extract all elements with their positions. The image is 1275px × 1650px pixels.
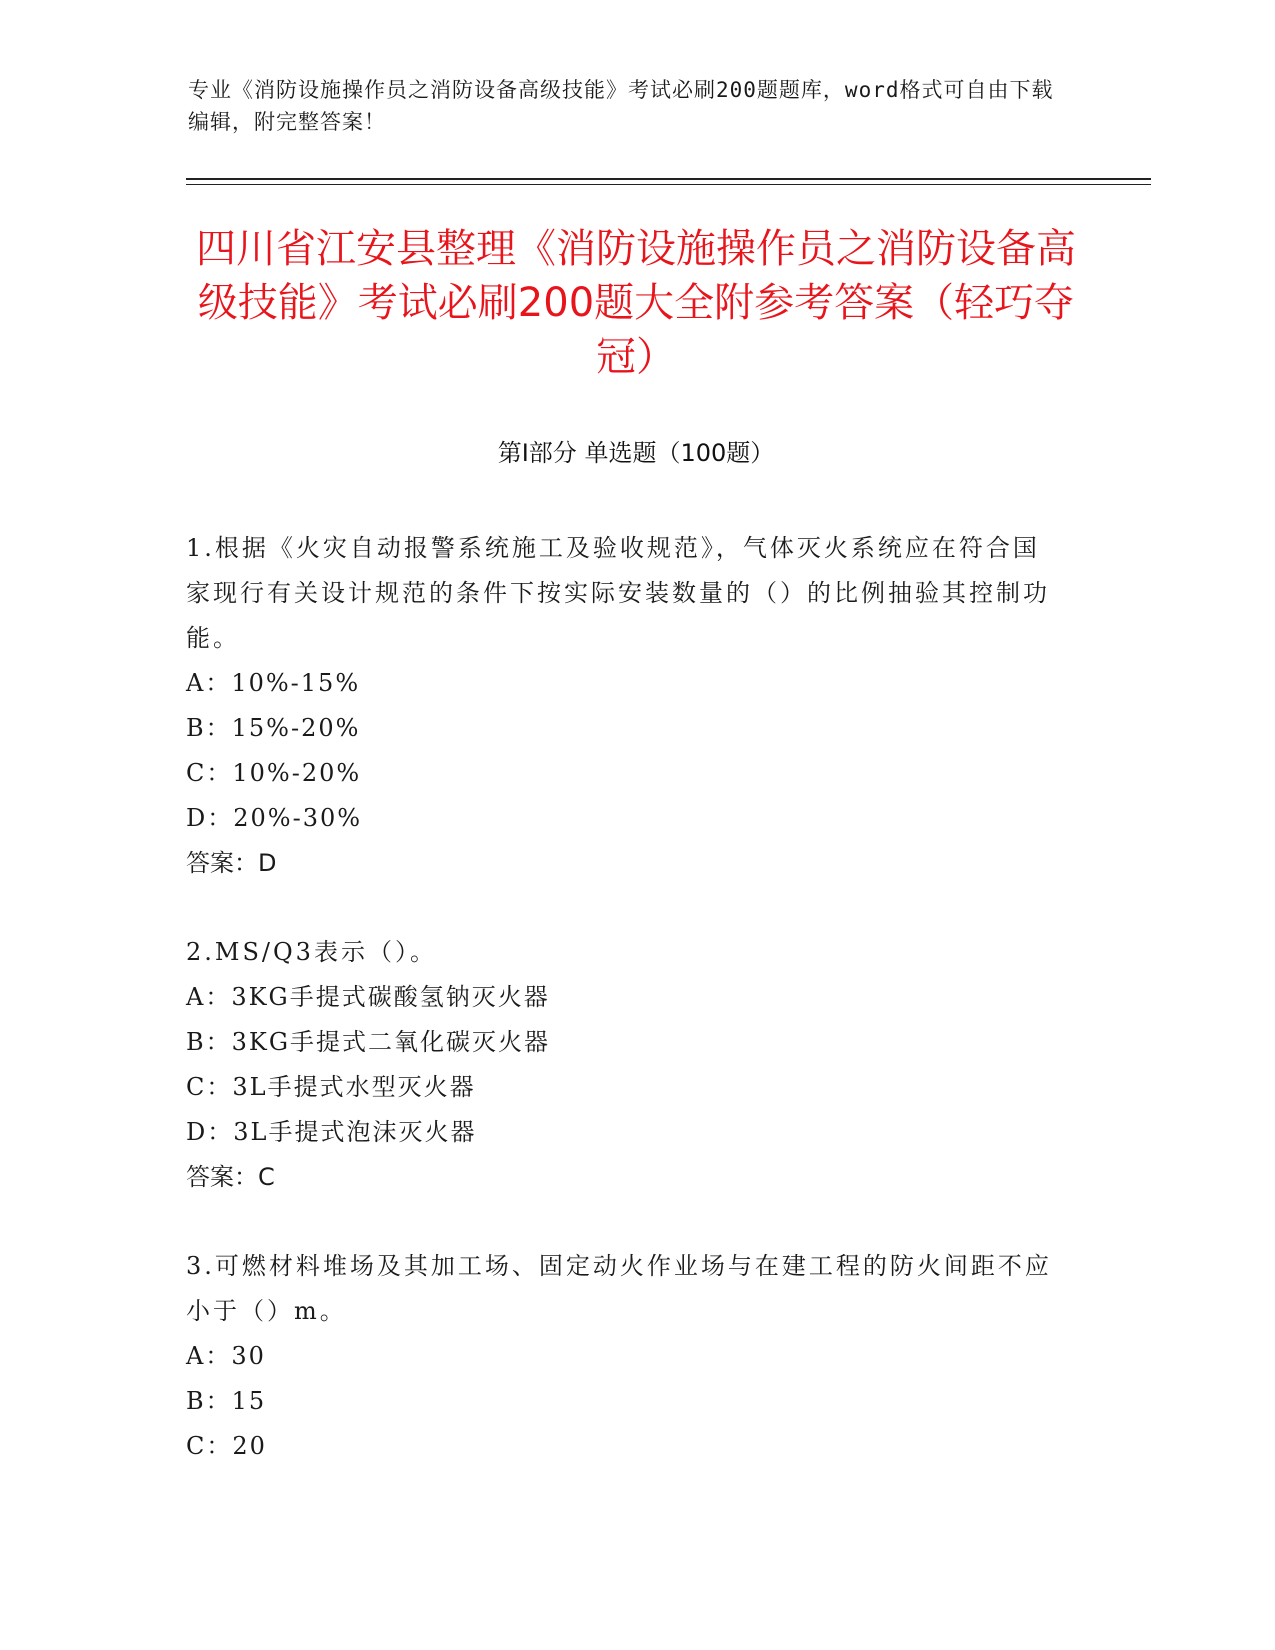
option-a: A：10%-15% [186,669,361,697]
answer: 答案：C [186,1163,275,1191]
option-d: D：3L手提式泡沫灭火器 [186,1118,477,1146]
header-divider-thin [186,184,1151,185]
option-b: B：15 [186,1387,267,1415]
option-c: C：3L手提式水型灭火器 [186,1073,476,1101]
question-list [186,526,1066,1513]
question-stem: 2.MS/Q3表示（）。 [186,938,437,966]
section-heading: 第I部分 单选题（100题） [497,439,775,467]
option-b: B：15%-20% [186,714,361,742]
option-d: D：20%-30% [186,804,363,832]
question-stem: 1.根据《火灾自动报警系统施工及验收规范》，气体灭火系统应在符合国家现行有关设计规范的条件下按实际安装数量的（）的比例抽验其控制功能。 [186,534,1050,652]
question-stem: 3.可燃材料堆场及其加工场、固定动火作业场与在建工程的防火间距不应小于（）m。 [186,1252,1052,1325]
option-a: A：30 [186,1342,266,1370]
question-1 [186,526,1066,886]
option-b: B：3KG手提式二氧化碳灭火器 [186,1028,551,1056]
header-note: 专业《消防设施操作员之消防设备高级技能》考试必刷200题题库，word格式可自由下载编辑，附完整答案！ [188,78,1054,134]
option-a: A：3KG手提式碳酸氢钠灭火器 [186,983,550,1011]
document-title: 四川省江安县整理《消防设施操作员之消防设备高级技能》考试必刷200题大全附参考答案（轻巧夺冠） [196,226,1076,380]
option-c: C：10%-20% [186,759,362,787]
answer: 答案：D [186,849,277,877]
question-2 [186,930,1066,1200]
option-c: C：20 [186,1432,267,1460]
header-divider-thick [186,178,1151,180]
question-3 [186,1244,1066,1469]
